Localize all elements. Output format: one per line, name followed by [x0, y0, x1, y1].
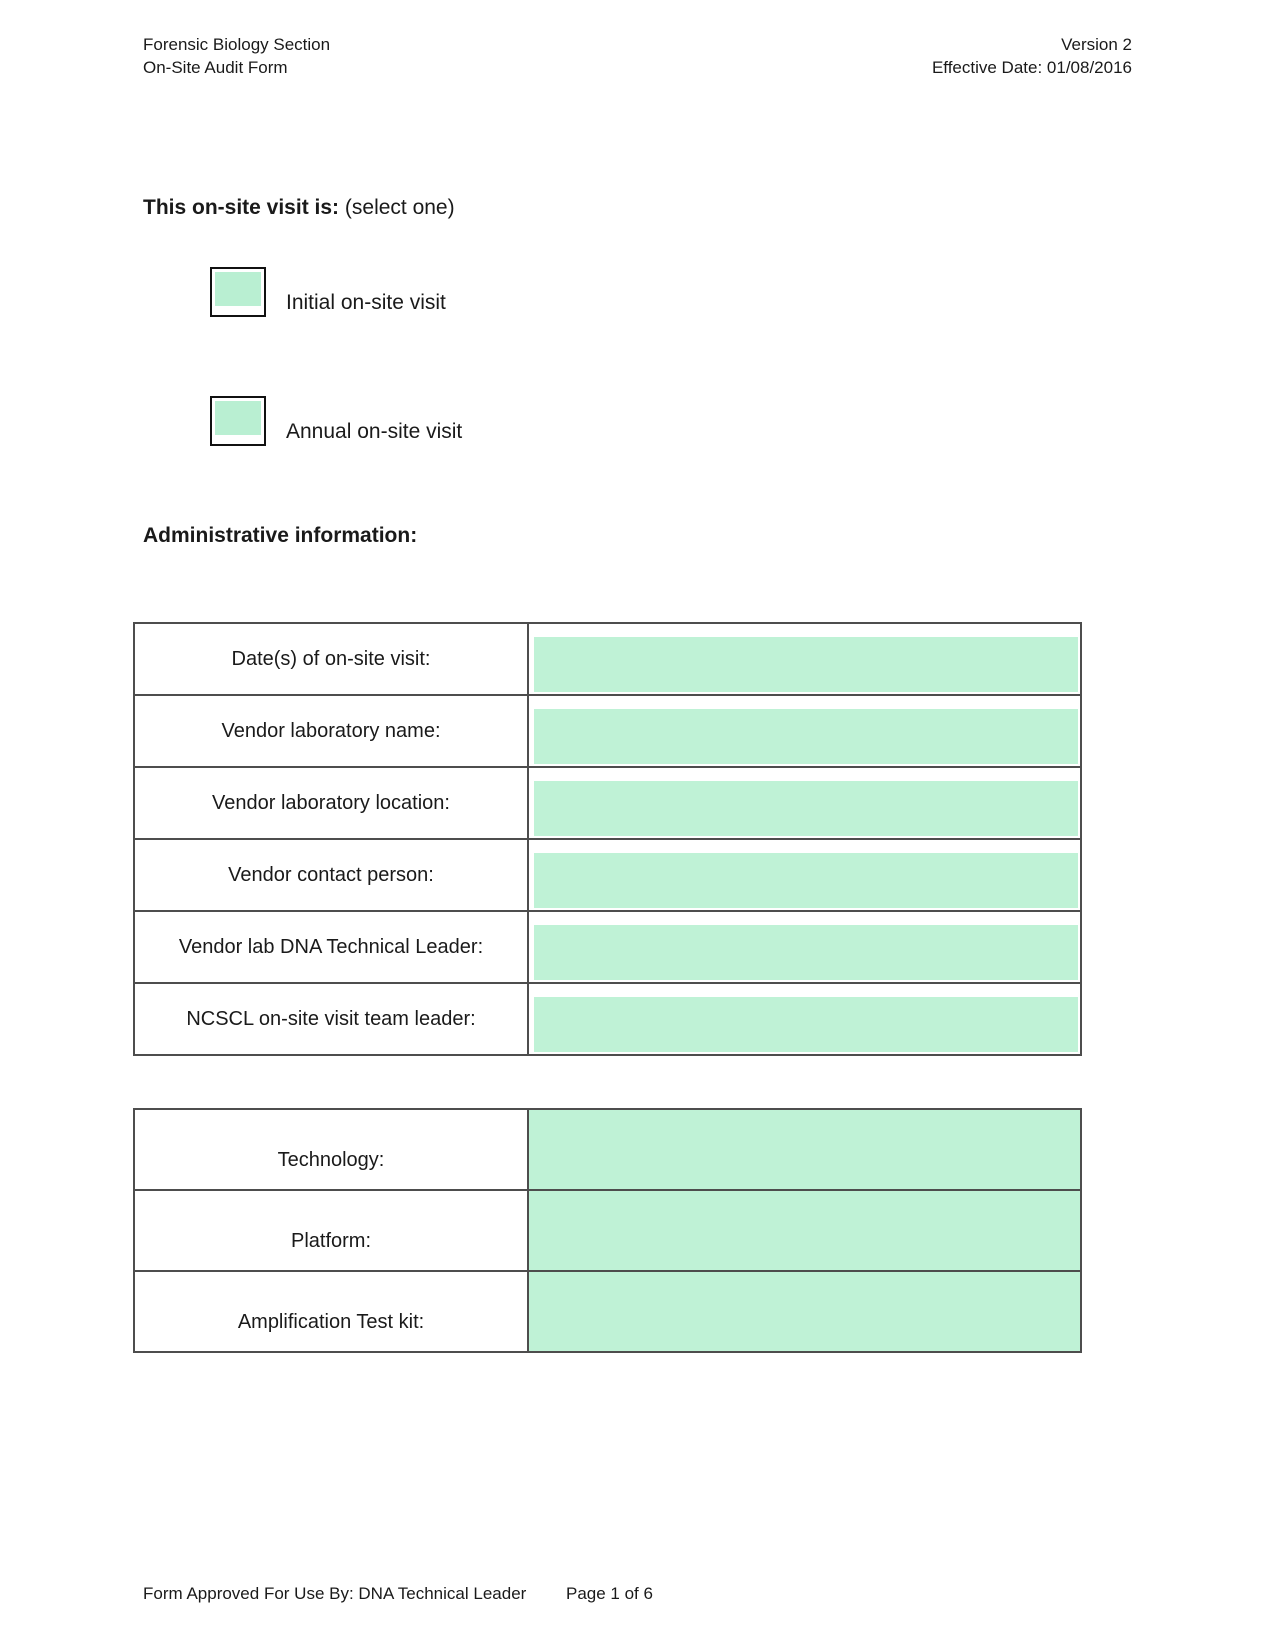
row-label: Technology:: [134, 1109, 528, 1190]
table-row: [134, 911, 1081, 983]
table-row: [134, 983, 1081, 1055]
annual-visit-label: Annual on-site visit: [286, 420, 463, 443]
row-label: NCSCL on-site visit team leader:: [134, 983, 528, 1055]
header-section-name: Forensic Biology Section: [143, 35, 331, 54]
row-value-cell: [528, 1190, 1081, 1271]
visit-type-heading: [143, 196, 455, 220]
vendor-lab-location-field[interactable]: [534, 781, 1078, 836]
footer-page-number: Page 1 of 6: [566, 1584, 653, 1603]
page-header: [143, 34, 1132, 80]
admin-info-heading: Administrative information:: [143, 524, 418, 547]
row-value-cell: [528, 695, 1081, 767]
row-label: Vendor laboratory location:: [134, 767, 528, 839]
table-row: [134, 695, 1081, 767]
header-left: [143, 34, 330, 80]
amplification-test-kit-field[interactable]: [529, 1272, 1080, 1351]
visit-type-heading-bold: This on-site visit is:: [143, 196, 340, 219]
row-label: Platform:: [134, 1190, 528, 1271]
row-value-cell: [528, 623, 1081, 695]
row-label: Vendor contact person:: [134, 839, 528, 911]
platform-field[interactable]: [529, 1191, 1080, 1270]
row-value-cell: [528, 767, 1081, 839]
header-version: Version 2: [1061, 35, 1132, 54]
checkbox-field-highlight: [215, 401, 261, 435]
footer-approval-text: Form Approved For Use By: DNA Technical Leader: [143, 1584, 527, 1603]
initial-visit-label: Initial on-site visit: [286, 291, 446, 314]
row-value-cell: [528, 911, 1081, 983]
header-right: [932, 34, 1132, 80]
row-label: Amplification Test kit:: [134, 1271, 528, 1352]
technology-field[interactable]: [529, 1110, 1080, 1189]
row-value-cell: [528, 983, 1081, 1055]
admin-info-table: [133, 622, 1082, 1056]
row-label: Date(s) of on-site visit:: [134, 623, 528, 695]
vendor-contact-person-field[interactable]: [534, 853, 1078, 908]
row-value-cell: [528, 1109, 1081, 1190]
header-form-name: On-Site Audit Form: [143, 57, 288, 77]
header-effective-date: Effective Date: 01/08/2016: [931, 57, 1132, 77]
table-row: [134, 1271, 1081, 1352]
date-of-visit-field[interactable]: [534, 637, 1078, 692]
row-value-cell: [528, 839, 1081, 911]
row-label: Vendor laboratory name:: [134, 695, 528, 767]
visit-type-heading-note: (select one): [344, 196, 455, 219]
annual-visit-checkbox[interactable]: [210, 396, 266, 446]
table-row: [134, 1109, 1081, 1190]
table-row: [134, 839, 1081, 911]
checkbox-field-highlight: [215, 272, 261, 306]
ncscl-team-leader-field[interactable]: [534, 997, 1078, 1052]
vendor-dna-technical-leader-field[interactable]: [534, 925, 1078, 980]
row-value-cell: [528, 1271, 1081, 1352]
initial-visit-checkbox[interactable]: [210, 267, 266, 317]
table-row: [134, 767, 1081, 839]
row-label: Vendor lab DNA Technical Leader:: [134, 911, 528, 983]
technology-table: [133, 1108, 1082, 1353]
vendor-lab-name-field[interactable]: [534, 709, 1078, 764]
table-row: [134, 1190, 1081, 1271]
table-row: [134, 623, 1081, 695]
